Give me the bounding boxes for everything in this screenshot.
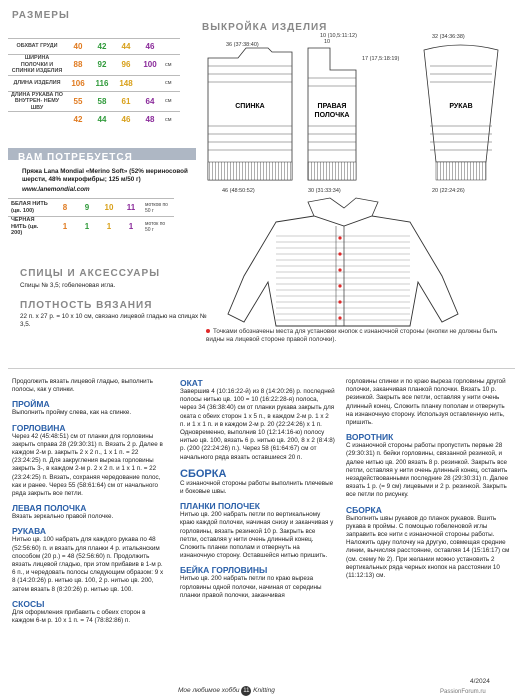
sleeve-label: РУКАВ	[449, 103, 473, 110]
yarn-description: Пряжа Lana Mondial «Merino Soft» (52% мериносовой шерсти, 48% микрофибры; 125 м/50 г)	[22, 168, 188, 184]
snap-dot	[338, 268, 341, 271]
front-piece	[308, 33, 399, 194]
footer-right: 4/2024	[470, 678, 490, 685]
size-row: ДЛИНА ИЗДЕЛИЯ 106 116 148 см	[8, 75, 180, 91]
sizes-header: РАЗМЕРЫ	[12, 10, 70, 21]
watermark: PassionForum.ru	[440, 689, 486, 695]
gauge-header: ПЛОТНОСТЬ ВЯЗАНИЯ	[20, 300, 153, 311]
needles-text: Спицы № 3,5; гобеленовая игла.	[20, 282, 116, 289]
note: Точками обозначены места для установки кнопок с изнаночной стороны (кнопки не должны быть видны на лицевой стороне правой полочки).	[206, 328, 498, 344]
back-piece	[208, 42, 292, 194]
front-label-1: ПРАВАЯ	[317, 103, 347, 110]
footer-left: Мое любимое хобби 11 Knitting	[178, 687, 275, 694]
yarn-site: www.lanemondial.com	[22, 186, 90, 193]
cardigan-illustration	[196, 196, 523, 336]
snap-dot	[338, 300, 341, 303]
size-row: 42 44 46 48 см	[8, 112, 180, 128]
svg-text:10 (10,5:11:12): 10 (10,5:11:12)	[320, 33, 357, 39]
dot-icon	[206, 329, 210, 333]
svg-text:10: 10	[324, 39, 331, 45]
snap-dot	[338, 316, 341, 319]
svg-text:20 (22:24:26): 20 (22:24:26)	[432, 188, 465, 194]
size-row: ШИРИНА ПОЛОЧКИ И СПИНКИ ИЗДЕЛИЯ 88 92 96 100 см	[8, 55, 180, 76]
yarn-row: БЕЛАЯ НИТЬ (цв. 100) 8 9 10 11 мотков по 50 г	[8, 199, 174, 217]
materials-header: ВАМ ПОТРЕБУЕТСЯ	[18, 152, 133, 163]
svg-text:46 (48:50:52): 46 (48:50:52)	[222, 188, 255, 194]
svg-text:17 (17,5:18:19): 17 (17,5:18:19)	[362, 56, 400, 62]
svg-text:30 (31:33:34): 30 (31:33:34)	[308, 188, 341, 194]
column-1: Продолжить вязать лицевой гладью, выполнить полосы, как у спинки. ПРОЙМА Выполнить пройму слева, как на спинке. ГОРЛОВИНА Через 42 (45:48:51) см от планки для горловины закрыть справа 28 (29:30:31) п. Вязать 2 р. Далее в каждом 2-м р. закрыть 2 х 2 п., 1 х 1 п. = 22 (23:24:25) п. Для закругления выреза горловины закрыть 3-, в каждом 2-м р. 2 х 2 п. и 1 х 1 п. = 22 (23:24:25) п. Вязать, сохраняя чередование полос, как и ранее. Через 55 (58:61:64) см от начального ряда закрыть все петли. ЛЕВАЯ ПОЛОЧКА Вязать зеркально правой полочке. РУКАВА Нитью цв. 100 набрать для каждого рукава по 48 (52:56:60) п. и вязать для планки 4 р. итальянским способом (20 р.) = 48 (52:56:60) п. Продолжить вязать лицевой гладью, при этом прибавив в 1-м р. 6 п., и чередовать полосы следующим образом: 9 х 8 (14:20:26) р. нитью цв. 100, 2 р. нитью цв. 200, затем вязать 8 (8:20:26) р. нитью цв. 100. СКОСЫ Для оформления прибавить с обеих сторон в каждом 6-м р. 10 х 1 п. = 74 (78:82:86) п.	[12, 378, 164, 625]
sleeve-piece	[424, 34, 498, 194]
column-3: горловины спинки и по краю выреза горловины другой полочки, заканчивая планкой полочки. Вязать 10 р. резинкой. Закрыть все петли, оставляя у нити очень длинный конец. Сложить планку пополам и отвернуть на изнаночную сторону. Используя оставленную нить, пришить. ВОРОТНИК С изнаночной стороны работы пропустить первые 28 (29:30:31) п. бейки горловины, связанной резинкой, и далее нитью цв. 200 вязать 8 р. резинкой. Закрыть все петли, оставляя у нити очень длинный конец, оставить незадействованными последние 28 (29:30:31) п. Далее вязать 1 р. (= 9 см) лицевыми и 2 р. резинкой. Закрыть все петли по рисунку. СБОРКА Выполнить швы рукавов до планок рукавов. Вшить рукава в проймы. С помощью гобеленовой иглы заправить все нити с изнаночной стороны работы. Наложить одну полочку на другую, совмещая средние линии, вычисляя расстояние, оставляя 14 (15:16:17) см (см. схему № 2). При желании можно установить 2 вертикальных ряда черных кнопок на расстоянии 10 (11:12:13) см.	[346, 378, 510, 580]
front-label-2: ПОЛОЧКА	[314, 112, 350, 119]
needles-header: СПИЦЫ И АКСЕССУАРЫ	[20, 268, 160, 279]
pattern-schematic	[196, 30, 523, 200]
svg-text:32 (34:36:38): 32 (34:36:38)	[432, 34, 465, 40]
yarn-row: ЧЕРНАЯ НИТЬ (цв. 200) 1 1 1 1 моток по 50 г	[8, 217, 174, 237]
gauge-text: 22 п. х 27 р. = 10 х 10 см, связано лицевой гладью на спицах № 3,5.	[20, 313, 207, 329]
back-label: СПИНКА	[235, 103, 265, 110]
snap-dot	[338, 284, 341, 287]
yarn-table	[8, 198, 174, 237]
column-2: ОКАТ Завершив 4 (10:16:22-й) из 8 (14:20:26) р. последней полосы нитью цв. 100 = 10 (16:22:28-я) полоса, через 34 (36:38:40) см от планки рукава закрыть для оката с обеих сторон 1 х 5 п., в каждом 2-м р. 1 х 2 п. и 1 х 1 п. и в каждом 2-м р. 20 (22:24:26) х 1 п. Одновременно, выполнив 10 (12:14:16-ю) полосу нитью цв. 100, вязать 6 р. нитью цв. 200, 8 х 2 (8:4:8) р. (200 (22:24:26) п.). Через 58 (61:64:67) см от начального ряда вязать оставшиеся 20 п. СБОРКА С изнаночной стороны работы выполнить плечевые и боковые швы. ПЛАНКИ ПОЛОЧЕК Нитью цв. 200 набрать петли по вертикальному краю каждой полочки, начиная снизу и заканчивая у горловины, вязать резинкой 10 р. Закрыть все петли, оставляя у нити очень длинный конец. Сложить планки пополам и отвернуть на изнаночную сторону. Оставшейся нитью пришить. БЕЙКА ГОРЛОВИНЫ Нитью цв. 200 набрать петли по краю выреза горловины одной полочки, начиная от середины планки правой полочки, заканчивая	[180, 378, 335, 599]
pattern-header: ВЫКРОЙКА ИЗДЕЛИЯ	[202, 22, 328, 33]
sizes-table	[8, 38, 180, 128]
snap-dot	[338, 236, 341, 239]
size-row: ОБХВАТ ГРУДИ 40 42 44 46	[8, 39, 180, 55]
snap-dot	[338, 252, 341, 255]
size-row: ДЛИНА РУКАВА ПО ВНУТРЕН- НЕМУ ШВУ 55 58 61 64 см	[8, 91, 180, 112]
svg-text:36 (37:38:40): 36 (37:38:40)	[226, 42, 259, 48]
